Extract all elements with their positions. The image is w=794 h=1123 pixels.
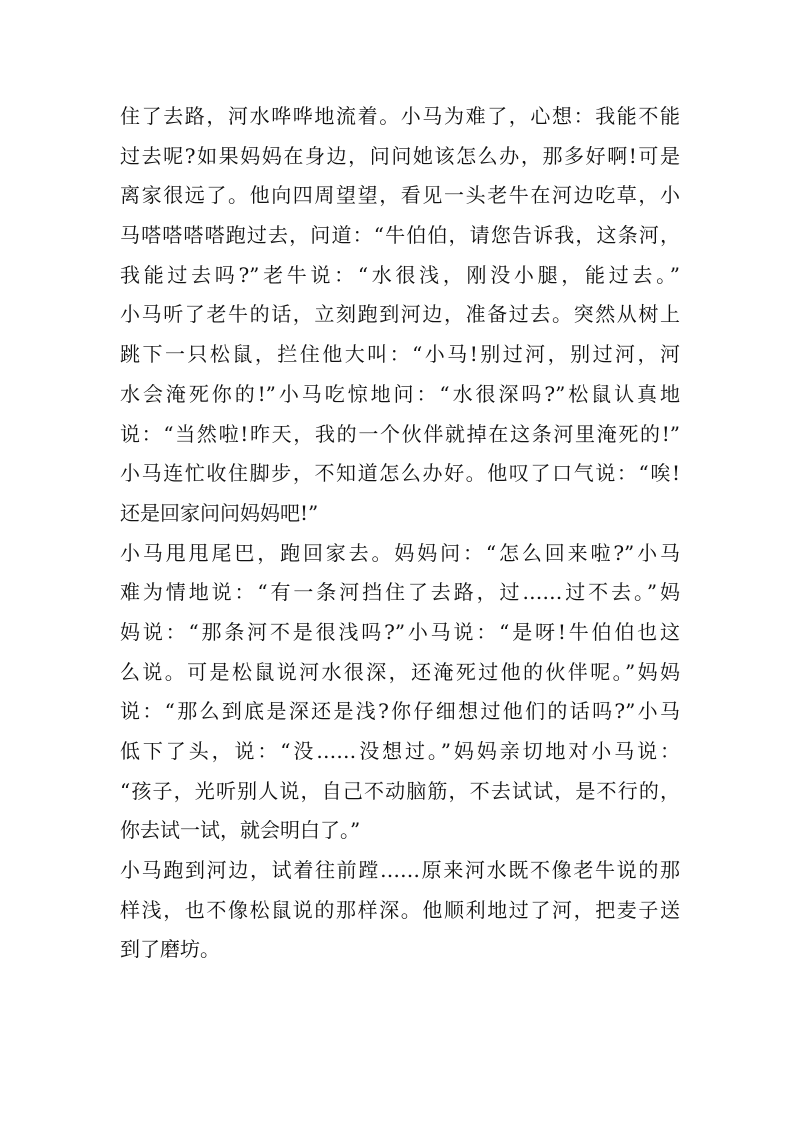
text-line: “孩子，光听别人说，自己不动脑筋，不去试试，是不行的， bbox=[120, 778, 680, 803]
text-line: 小马连忙收住脚步，不知道怎么办好。他叹了口气说：“唉! bbox=[120, 461, 680, 486]
text-line: 住了去路，河水哗哗地流着。小马为难了，心想：我能不能 bbox=[120, 104, 680, 128]
text-line: 还是回家问问妈妈吧!” bbox=[120, 500, 319, 525]
text-line: 跳下一只松鼠，拦住他大叫：“小马!别过河，别过河，河 bbox=[120, 342, 680, 367]
text-line: 么说。可是松鼠说河水很深，还淹死过他的伙伴呢。”妈妈 bbox=[120, 659, 680, 684]
text-line: 过去呢?如果妈妈在身边，问问她该怎么办，那多好啊!可是 bbox=[120, 143, 680, 168]
text-line: 妈说：“那条河不是很浅吗?”小马说：“是呀!牛伯伯也这 bbox=[120, 619, 680, 644]
text-line: 样浅，也不像松鼠说的那样深。他顺利地过了河，把麦子送 bbox=[120, 897, 680, 922]
story-text bbox=[120, 97, 680, 970]
text-line: 离家很远了。他向四周望望，看见一头老牛在河边吃草，小 bbox=[120, 183, 680, 208]
text-line: 说：“当然啦!昨天，我的一个伙伴就掉在这条河里淹死的!” bbox=[120, 421, 680, 446]
text-line: 马嗒嗒嗒嗒跑过去，问道：“牛伯伯，请您告诉我，这条河， bbox=[120, 223, 680, 248]
text-line: 水会淹死你的!”小马吃惊地问：“水很深吗?”松鼠认真地 bbox=[120, 381, 680, 406]
text-line: 小马跑到河边，试着往前蹚……原来河水既不像老牛说的那 bbox=[120, 858, 680, 883]
text-line: 到了磨坊。 bbox=[120, 937, 220, 962]
text-line: 小马听了老牛的话，立刻跑到河边，准备过去。突然从树上 bbox=[120, 302, 680, 327]
text-line: 说：“那么到底是深还是浅?你仔细想过他们的话吗?”小马 bbox=[120, 699, 680, 724]
text-line: 低下了头，说：“没……没想过。”妈妈亲切地对小马说： bbox=[120, 739, 680, 763]
text-line: 我能过去吗?”老牛说：“水很浅，刚没小腿，能过去。” bbox=[120, 262, 680, 287]
text-line: 小马甩甩尾巴，跑回家去。妈妈问：“怎么回来啦?”小马 bbox=[120, 540, 680, 565]
text-line: 难为情地说：“有一条河挡住了去路，过……过不去。”妈 bbox=[120, 580, 680, 605]
text-line: 你去试一试，就会明白了。” bbox=[120, 818, 361, 843]
